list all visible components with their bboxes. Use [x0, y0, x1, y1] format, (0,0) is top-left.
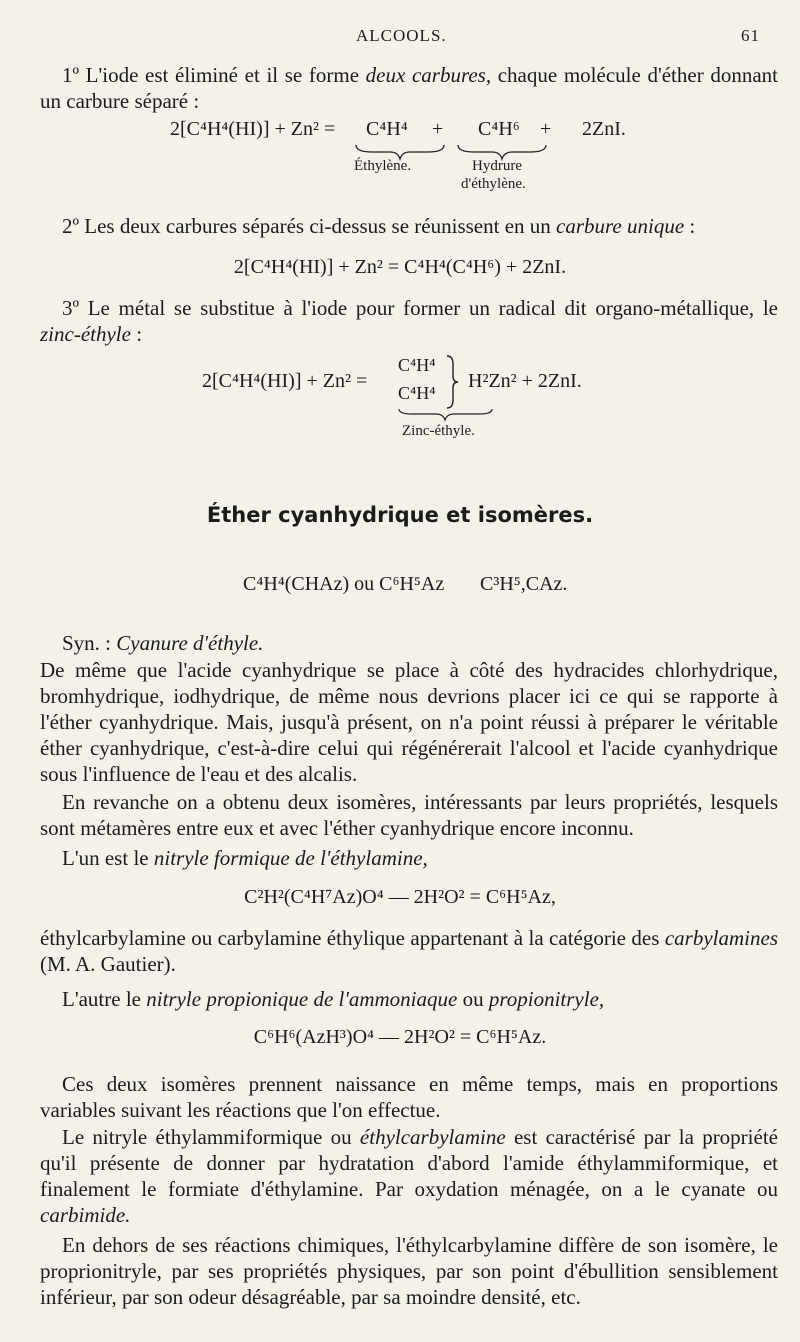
- paragraph-10: Le nitryle éthylammiformique ou éthylcarbylamine est caractérisé par la propriété qu'il présente de donner par hydratation d'abord l'amide éthylammiformique, et finalement le formiate d'éthylamine. Par oxydation ménagée, on a le cyanate ou carbimide.: [40, 1125, 778, 1227]
- paragraph-2: 2º Les deux carbures séparés ci-dessus se réunissent en un carbure unique :: [62, 214, 696, 238]
- equation-1-plus-2: +: [540, 118, 552, 140]
- paragraph-7: éthylcarbylamine ou carbylamine éthylique appartenant à la catégorie des carbylamines (M. A. Gautier).: [40, 926, 778, 976]
- equation-3-bottom: C⁴H⁴: [398, 383, 436, 403]
- paragraph-4: De même que l'acide cyanhydrique se place à côté des hydracides chlorhydrique, bromhydrique, iodhydrique, de même nous devrions placer ici ce qui se rapporte à l'éther cyanhydrique. Mais, jusqu'à présent, on n'a point réussi à préparer le véritable éther cyanhydrique, c'est-à-dire celui qui régénérerait l'alcool et l'acide cyanhydrique sous l'influence de l'eau et des alcalis.: [40, 658, 778, 786]
- paragraph-8: L'autre le nitryle propionique de l'ammoniaque ou propionitryle,: [62, 987, 605, 1011]
- paragraph-11: En dehors de ses réactions chimiques, l'éthylcarbylamine diffère de son isomère, le proprionitryle, par ses propriétés physiques, par son point d'ébullition sensiblement inférieur, par son odeur désagréable, par sa moindre densité, etc.: [40, 1233, 778, 1309]
- equation-1-ethylene: C⁴H⁴: [366, 118, 408, 140]
- label-hydrure: Hydrure: [472, 158, 522, 174]
- label-dethylene: d'éthylène.: [461, 176, 526, 192]
- equation-1-plus: +: [432, 118, 444, 140]
- equation-5: C⁶H⁶(AzH³)O⁴ — 2H²O² = C⁶H⁵Az.: [253, 1026, 547, 1048]
- paragraph-1: 1º L'iode est éliminé et il se forme deux carbures, chaque molécule d'éther donnant un carbure séparé :: [40, 63, 778, 113]
- equation-3-top: C⁴H⁴: [398, 355, 436, 375]
- label-zinc-ethyle: Zinc-éthyle.: [402, 423, 475, 439]
- equation-1-zni: 2ZnI.: [582, 118, 626, 140]
- equation-1-lhs: 2[C⁴H⁴(HI)] + Zn² =: [170, 118, 336, 140]
- label-ethylene: Éthylène.: [354, 158, 412, 174]
- paragraph-3: 3º Le métal se substitue à l'iode pour former un radical dit organo-métallique, le zinc-éthyle :: [40, 296, 778, 346]
- right-brace: [444, 354, 460, 410]
- page-number: 61: [741, 26, 760, 45]
- running-header: ALCOOLS.: [356, 26, 447, 45]
- formula-alt: C³H⁵,CAz.: [480, 573, 568, 595]
- formula-main: C⁴H⁴(CHAz) ou C⁶H⁵Az: [243, 573, 445, 595]
- paragraph-9: Ces deux isomères prennent naissance en même temps, mais en proportions variables suivant les réactions que l'on effectue.: [40, 1072, 778, 1122]
- paragraph-6: L'un est le nitryle formique de l'éthylamine,: [62, 846, 428, 870]
- equation-2: 2[C⁴H⁴(HI)] + Zn² = C⁴H⁴(C⁴H⁶) + 2ZnI.: [233, 256, 567, 278]
- section-heading: Éther cyanhydrique et isomères.: [206, 503, 594, 527]
- equation-3-rhs: H²Zn² + 2ZnI.: [468, 370, 582, 392]
- equation-3-lhs: 2[C⁴H⁴(HI)] + Zn² =: [202, 370, 368, 392]
- synonym-line: Syn. : Cyanure d'éthyle.: [62, 631, 264, 655]
- paragraph-5: En revanche on a obtenu deux isomères, intéressants par leurs propriétés, lesquels sont métamères entre eux et avec l'éther cyanhydrique encore inconnu.: [40, 790, 778, 840]
- equation-1-hydride: C⁴H⁶: [478, 118, 520, 140]
- underbrace-zinc: [396, 408, 496, 422]
- equation-4: C²H²(C⁴H⁷Az)O⁴ — 2H²O² = C⁶H⁵Az,: [244, 886, 556, 908]
